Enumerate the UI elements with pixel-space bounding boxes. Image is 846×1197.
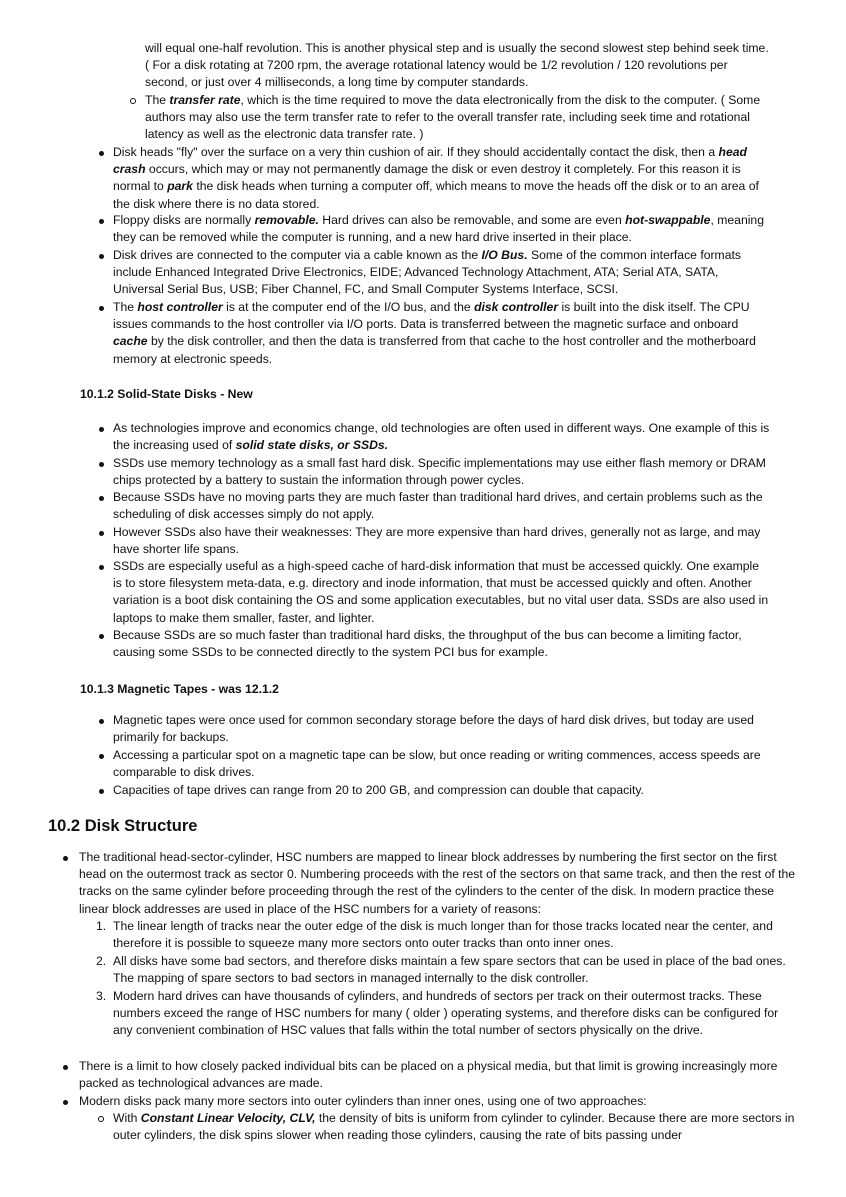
bullet-icon	[99, 427, 104, 432]
bullet-icon	[99, 719, 104, 724]
list-number: 1.	[96, 919, 107, 933]
ssd-bullet-5: SSDs are especially useful as a high-speed cache of hard-disk information that must be accessed quickly. One example is to store filesystem meta-data, e.g. directory and inode information, that must be accessed quickly and often. Another variation is a boot disk containing the OS and some application executables, but no vital user data. SSDs are also used in laptops to make them smaller, faster, and lighter.	[113, 559, 769, 625]
bullet-icon	[99, 151, 104, 156]
clv-term: Constant Linear Velocity, CLV,	[140, 1111, 316, 1125]
controllers-item: The host controller is at the computer end of the I/O bus, and the disk controller is built into the disk itself. The CPU issues commands to the host controller via I/O ports. Data is transferred between the magnetic surface and onboard cache by the disk controller, and then the data is transferred from that cache to the host controller and the motherboard memory at electronic speeds.	[113, 300, 756, 366]
sub-bullet-icon	[130, 98, 136, 104]
list-number: 2.	[96, 954, 107, 968]
bullet-icon	[99, 496, 104, 501]
structure-bullet-2: There is a limit to how closely packed individual bits can be placed on a physical media, but that limit is growing increasingly more packed as technological advances are made.	[79, 1059, 778, 1091]
bullet-icon	[99, 254, 104, 259]
structure-item-2: All disks have some bad sectors, and therefore disks maintain a few spare sectors that can be used in place of the bad ones. The mapping of spare sectors to bad sectors in managed internally to the disk controller.	[113, 954, 786, 986]
io-bus-item: Disk drives are connected to the computer via a cable known as the I/O Bus. Some of the common interface formats include Enhanced Integrated Drive Electronics, EIDE; Advanced Technology Attachment, ATA; Serial ATA, SATA, Universal Serial Bus, USB; Fiber Channel, FC, and Small Computer Systems Interface, SCSI.	[113, 248, 741, 297]
removable-item: Floppy disks are normally removable. Hard drives can also be removable, and some are even hot-swappable, meaning they can be removed while the computer is running, and a new hard drive inserted in their place.	[113, 213, 764, 245]
ssd-bullet-3: Because SSDs have no moving parts they are much faster than traditional hard drives, and certain problems such as the scheduling of disk accesses simply do not apply.	[113, 490, 763, 522]
structure-item-1: The linear length of tracks near the outer edge of the disk is much longer than for those tracks located near the center, and therefore it is possible to squeeze many more sectors onto outer tracks than onto inner ones.	[113, 919, 773, 951]
structure-bullet-3: Modern disks pack many more sectors into outer cylinders than inner ones, using one of two approaches:	[79, 1094, 647, 1108]
continuation-paragraph: will equal one-half revolution. This is another physical step and is usually the second slowest step behind seek time. ( For a disk rotating at 7200 rpm, the average rotational latency would be 1/2 revolution / 120 revolutions per second, or just over 4 milliseconds, a long time by computer standards.	[145, 41, 769, 90]
ssd-bullet-2: SSDs use memory technology as a small fast hard disk. Specific implementations may use either flash memory or DRAM chips protected by a battery to sustain the information through power cycles.	[113, 456, 766, 488]
transfer-rate-term: transfer rate	[169, 93, 241, 107]
head-crash-item: Disk heads "fly" over the surface on a very thin cushion of air. If they should accidentally contact the disk, then a head crash occurs, which may or may not permanently damage the disk or even destroy it completely. For this reason it is normal to park the disk heads when turning a computer off, which means to move the heads off the disk or to an area of the disk where there is no data stored.	[113, 145, 759, 211]
structure-item-3: Modern hard drives can have thousands of cylinders, and hundreds of sectors per track on their outermost tracks. These numbers exceed the range of HSC numbers for many ( older ) operating systems, and therefore disks can be configured for any convenient combination of HSC values that falls within the total number of sectors physically on the drive.	[113, 989, 779, 1038]
section-heading-disk-structure: 10.2 Disk Structure	[48, 817, 198, 835]
head-crash-term: head crash	[113, 145, 747, 177]
ssd-bullet-1: As technologies improve and economics change, old technologies are often used in different ways. One example of this is the increasing used of solid state disks, or SSDs.	[113, 421, 770, 453]
disk-controller-term: disk controller	[474, 300, 559, 314]
transfer-rate-item: The transfer rate, which is the time required to move the data electronically from the disk to the computer. ( Some authors may also use the term transfer rate to refer to the overall transfer rate, including seek time and rotational latency as well as the electronic data transfer rate. )	[145, 93, 761, 142]
bullet-icon	[99, 754, 104, 759]
ssd-bullet-4: However SSDs also have their weaknesses: They are more expensive than hard drives, generally not as large, and may have shorter life spans.	[113, 525, 761, 557]
hot-swappable-term: hot-swappable	[625, 213, 711, 227]
bullet-icon	[63, 1100, 68, 1105]
sub-bullet-icon	[98, 1116, 104, 1122]
list-number: 3.	[96, 989, 107, 1003]
host-controller-term: host controller	[137, 300, 223, 314]
bullet-icon	[63, 1065, 68, 1070]
bullet-icon	[99, 789, 104, 794]
park-term: park	[167, 179, 193, 194]
bullet-icon	[99, 531, 104, 536]
section-heading-ssd: 10.1.2 Solid-State Disks - New	[80, 387, 253, 401]
bullet-icon	[99, 565, 104, 570]
removable-term: removable.	[254, 213, 319, 227]
bullet-icon	[99, 462, 104, 467]
tapes-bullet-1: Magnetic tapes were once used for common secondary storage before the days of hard disk drives, but today are used primarily for backups.	[113, 713, 754, 745]
bullet-icon	[99, 306, 104, 311]
ssd-bullet-6: Because SSDs are so much faster than traditional hard disks, the throughput of the bus can become a limiting factor, causing some SSDs to be connected directly to the system PCI bus for example.	[113, 628, 742, 660]
io-bus-term: I/O Bus.	[481, 248, 528, 262]
bullet-icon	[63, 856, 68, 861]
bullet-icon	[99, 634, 104, 639]
section-heading-tapes: 10.1.3 Magnetic Tapes - was 12.1.2	[80, 682, 279, 696]
tapes-bullet-2: Accessing a particular spot on a magnetic tape can be slow, but once reading or writing commences, access speeds are comparable to disk drives.	[113, 748, 761, 780]
bullet-icon	[99, 219, 104, 224]
clv-item: With Constant Linear Velocity, CLV, the density of bits is uniform from cylinder to cylinder. Because there are more sectors in outer cylinders, the disk spins slower when reading those cylinders, causing the rate of bits passing under	[113, 1111, 795, 1143]
cache-term: cache	[113, 334, 148, 349]
tapes-bullet-3: Capacities of tape drives can range from 20 to 200 GB, and compression can double that capacity.	[113, 783, 644, 797]
structure-bullet-1: The traditional head-sector-cylinder, HSC numbers are mapped to linear block addresses by numbering the first sector on the first head on the outermost track as sector 0. Numbering proceeds with the rest of the sectors on that same track, and then the rest of the tracks on the same cylinder before proceeding through the rest of the cylinders to the center of the disk. In modern practice these linear block addresses are used in place of the HSC numbers for a variety of reasons:	[79, 850, 796, 916]
ssd-term: solid state disks, or SSDs.	[235, 438, 389, 453]
